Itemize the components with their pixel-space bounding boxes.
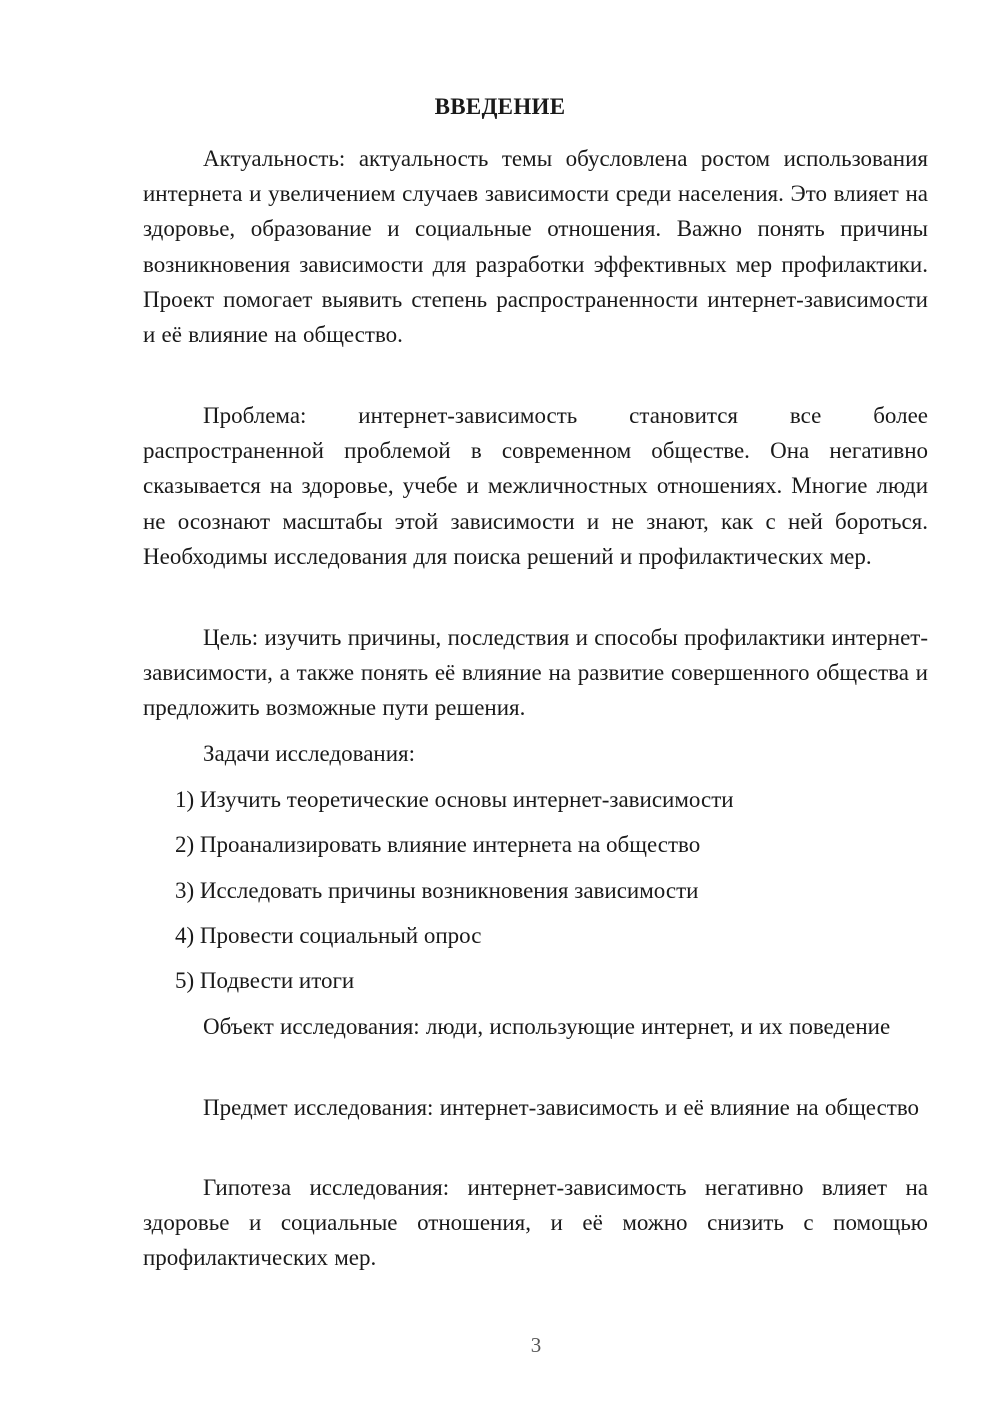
task-item: 1) Изучить теоретические основы интернет-зависимости bbox=[175, 787, 734, 812]
tasks-heading: Задачи исследования: bbox=[203, 741, 416, 766]
relevance-paragraph: Актуальность: актуальность темы обусловлена ростом использования интернета и увеличением случаев зависимости среди населения. Это влияет на здоровье, образование и социальные отношения. Важно понять причины возникновения зависимости для разработки эффективных мер профилактики. Проект помогает выявить степень распространенности интернет-зависимости и её влияние на общество. bbox=[143, 146, 928, 348]
subject-paragraph: Предмет исследования: интернет-зависимость и её влияние на общество bbox=[203, 1095, 920, 1120]
hypothesis-paragraph: Гипотеза исследования: интернет-зависимость негативно влияет на здоровье и социальные отношения, и её можно снизить с помощью профилактических мер. bbox=[143, 1175, 928, 1271]
task-item: 3) Исследовать причины возникновения зависимости bbox=[175, 878, 699, 903]
problem-paragraph: Проблема: интернет-зависимость становится все более распространенной проблемой в современном обществе. Она негативно сказывается на здоровье, учебе и межличностных отношениях. Многие люди не осознают масштабы этой зависимости и не знают, как с ней бороться. Необходимы исследования для поиска решений и профилактических мер. bbox=[143, 403, 928, 569]
page-number: 3 bbox=[530, 1333, 542, 1357]
task-item: 4) Провести социальный опрос bbox=[175, 923, 482, 948]
object-paragraph: Объект исследования: люди, использующие интернет, и их поведение bbox=[203, 1014, 891, 1039]
page-title: ВВЕДЕНИЕ bbox=[434, 94, 566, 119]
task-item: 5) Подвести итоги bbox=[175, 968, 355, 993]
task-item: 2) Проанализировать влияние интернета на общество bbox=[175, 832, 701, 857]
goal-paragraph: Цель: изучить причины, последствия и способы профилактики интернет-зависимости, а также понять её влияние на развитие совершенного общества и предложить возможные пути решения. bbox=[143, 625, 928, 721]
